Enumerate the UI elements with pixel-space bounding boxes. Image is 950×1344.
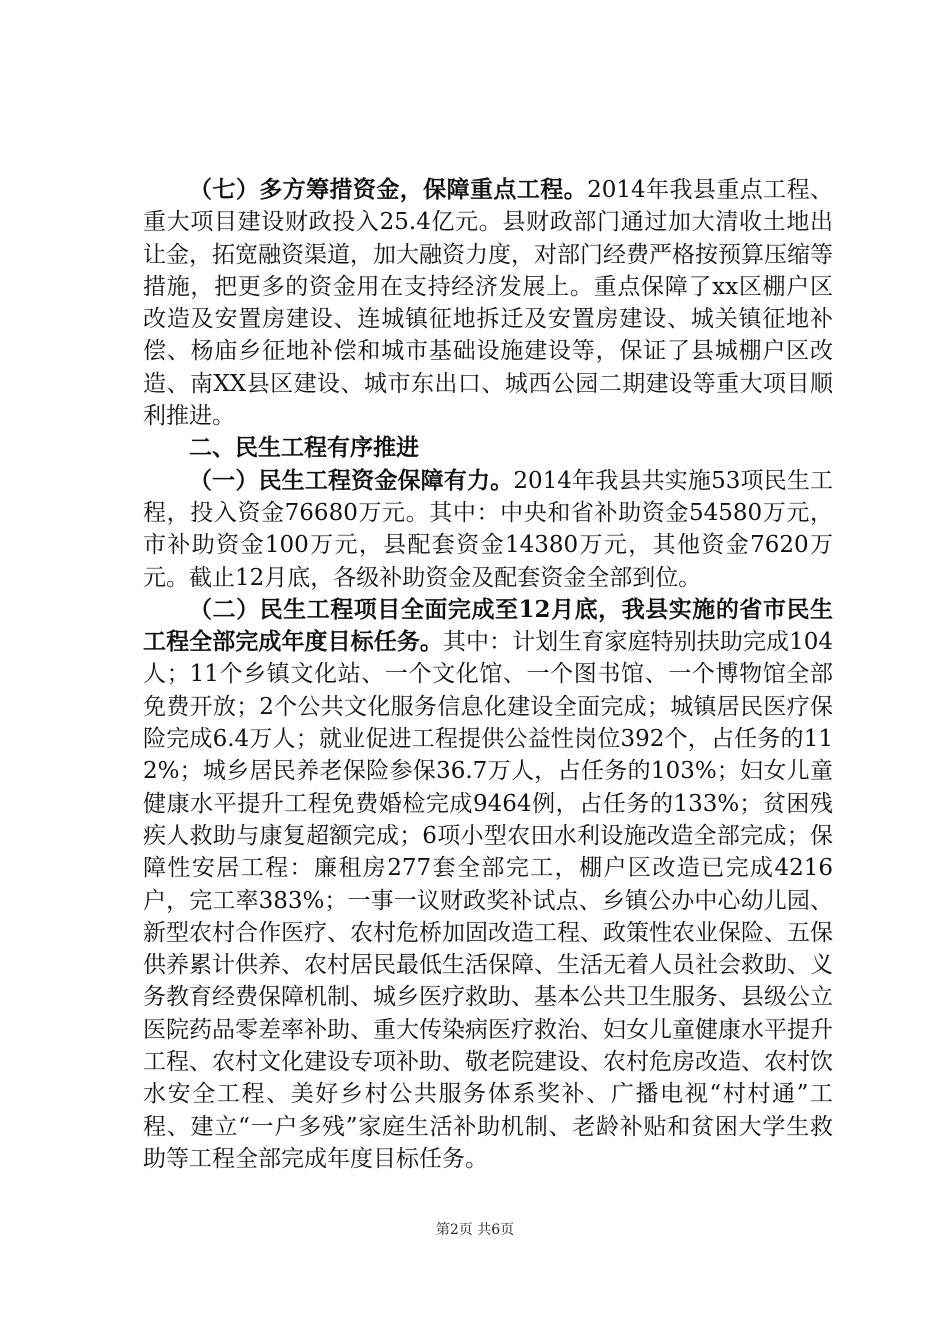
page-footer: 第2页 共6页 <box>435 1222 515 1238</box>
section-heading-2: 二、民生工程有序推进 <box>189 434 419 462</box>
section-2-1-lead: （一）民生工程资金保障有力。 <box>189 466 514 494</box>
section-7-body: 2014年我县重点工程、重大项目建设财政投入25.4亿元。县财政部门通过加大清收土地出让金，拓宽融资渠道，加大融资力度，对部门经费严格按预算压缩等措施，把更多的资金用在支持经济发展上。重点保障了xx区棚户区改造及安置房建设、连城镇征地拆迁及安置房建设、城关镇征地补偿、杨庙乡征地补偿和城市基础设施建设等，保证了县城棚户区改造、南XX县区建设、城市东出口、城西公园二期建设等重大项目顺利推进。 <box>143 177 833 430</box>
section-7-lead: （七）多方筹措资金，保障重点工程。 <box>189 176 588 203</box>
section-2-2-body: 其中：计划生育家庭特别扶助完成104人；11个乡镇文化站、一个文化馆、一个图书馆、一个博物馆全部免费开放；2个公共文化服务信息化建设全面完成；城镇居民医疗保险完成6.4万人；就业促进工程提供公益性岗位392个，占任务的112%；城乡居民养老保险参保36.7万人，占任务的103%；妇女儿童健康水平提升工程免费婚检完成9464例，占任务的133%；贫困残疾人救助与康复超额完成；6项小型农田水利设施改造全部完成；保障性安居工程：廉租房277套全部完工，棚户区改造已完成4216户，完工率383%；一事一议财政奖补试点、乡镇公办中心幼儿园、新型农村合作医疗、农村危桥加固改造工程、政策性农业保险、五保供养累计供养、农村居民最低生活保障、生活无着人员社会救助、义务教育经费保障机制、城乡医疗救助、基本公共卫生服务、县级公立医院药品零差率补助、重大传染病医疗救治、妇女儿童健康水平提升工程、农村文化建设专项补助、敬老院建设、农村危房改造、农村饮水安全工程、美好乡村公共服务体系奖补、广播电视“村村通”工程、建立“一户多残”家庭生活补助机制、老龄补贴和贫困大学生救助等工程全部完成年度目标任务。 <box>143 629 834 1172</box>
section-2-2-lead: （二）民生工程项目全面完成至12月底，我县实施的省市民生工程全部完成年度目标任务。 <box>143 595 833 656</box>
section-2-1-body: 2014年我县共实施53项民生工程，投入资金76680万元。其中：中央和省补助资金54580万元，市补助资金100万元，县配套资金14380万元，其他资金7620万元。截止12月底，各级补助资金及配套资金全部到位。 <box>143 467 834 591</box>
page-body <box>143 174 833 1175</box>
paragraph-section-7 <box>143 174 833 432</box>
paragraph-section-2-2 <box>143 594 833 1175</box>
paragraph-section-2-1 <box>143 465 833 594</box>
